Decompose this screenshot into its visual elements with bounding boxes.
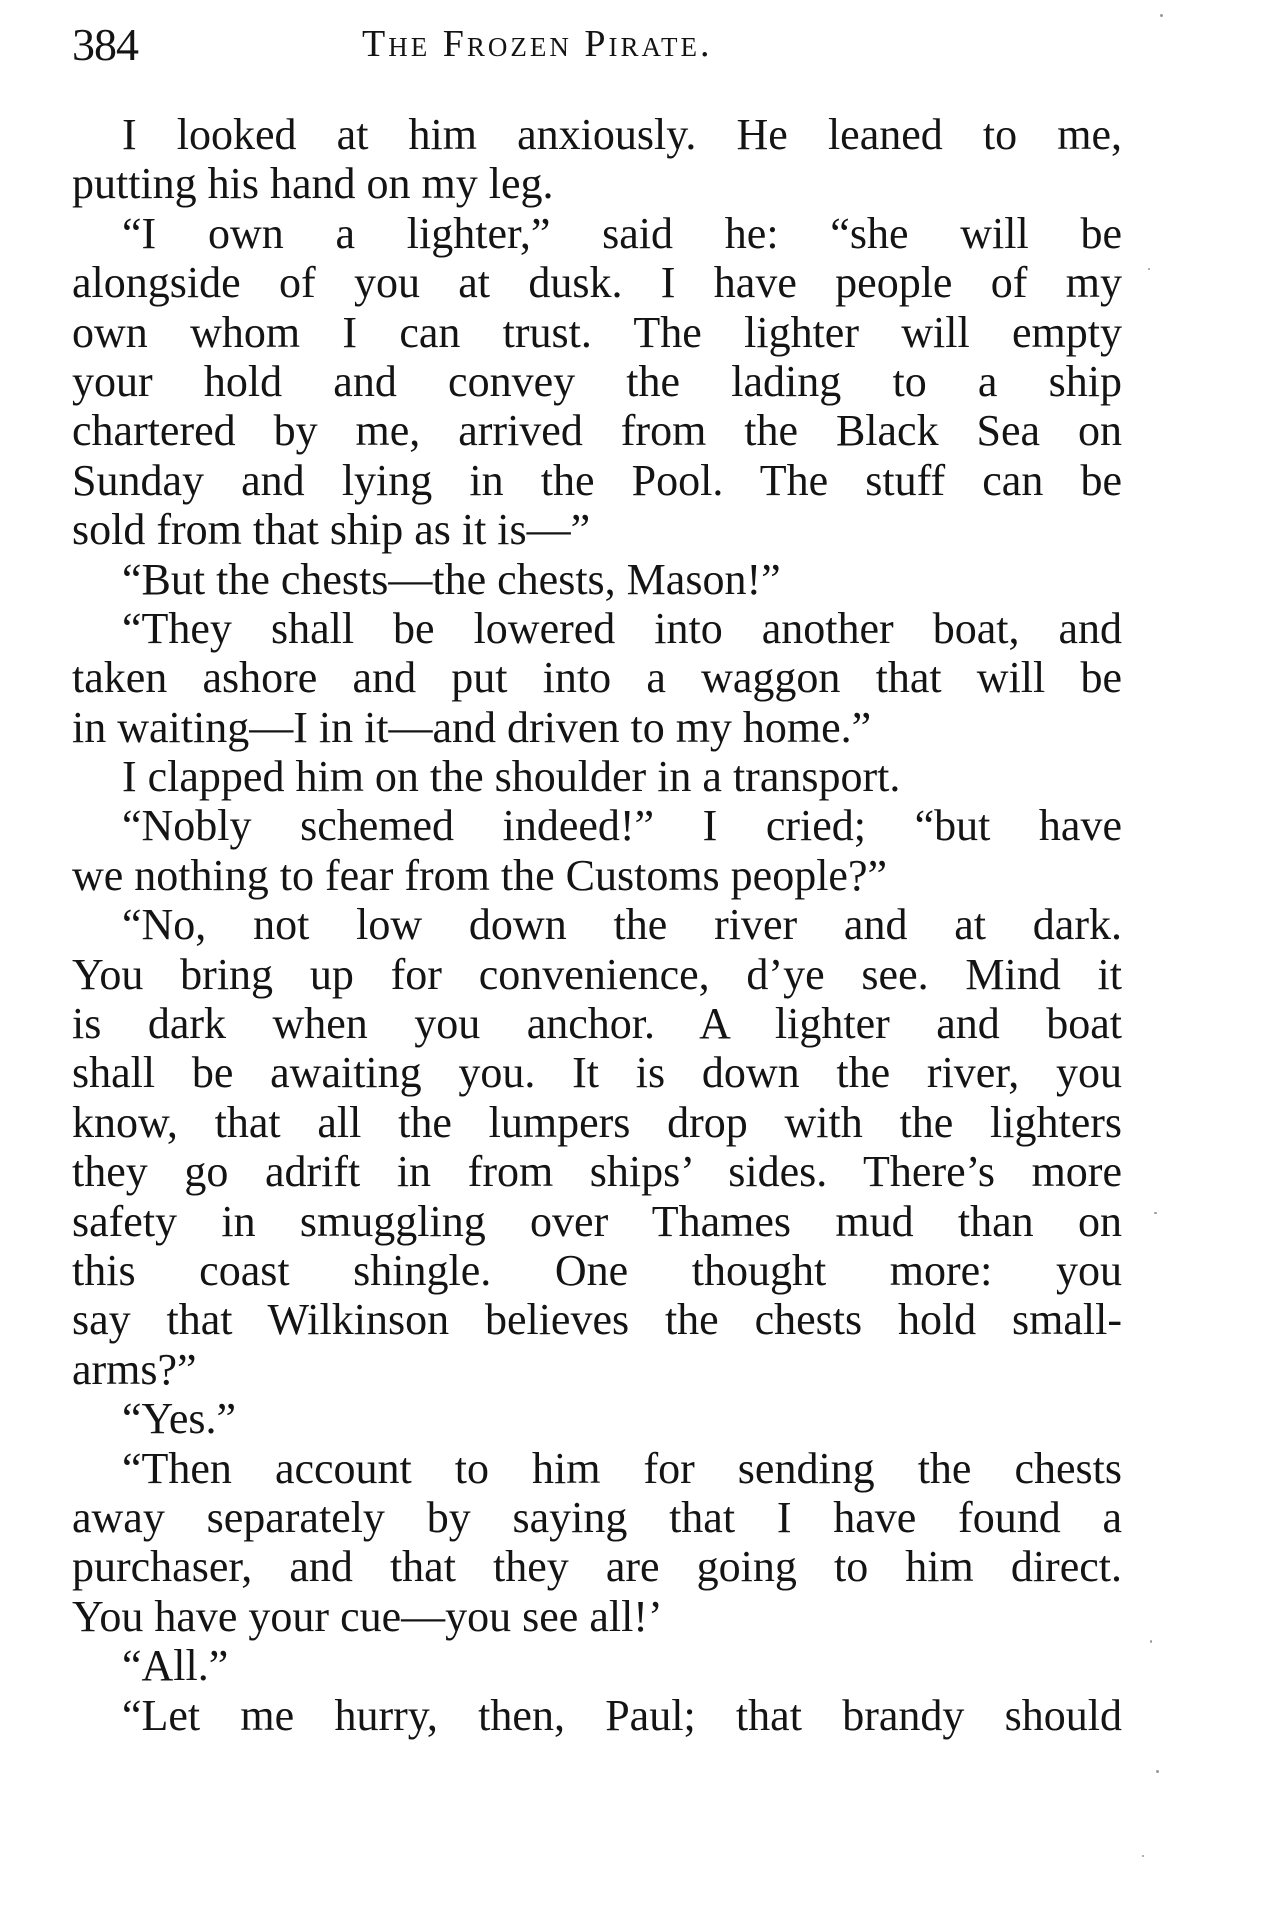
text-line: shall be awaiting you. It is down the river, you [72, 1048, 1122, 1098]
text-line: You bring up for convenience, d’ye see. Mind it [72, 949, 1122, 999]
text-line: “Then account to him for sending the chests [122, 1443, 1122, 1493]
body-text [72, 110, 1122, 1740]
scan-speck [1154, 1212, 1157, 1214]
scan-speck [1150, 1640, 1152, 1643]
text-line: we nothing to fear from the Customs people?” [72, 850, 888, 900]
text-line: “They shall be lowered into another boat, and [122, 603, 1122, 653]
scan-speck [1156, 1770, 1159, 1773]
text-line: taken ashore and put into a waggon that will be [72, 653, 1122, 703]
scan-speck [1142, 1855, 1144, 1857]
text-line: I looked at him anxiously. He leaned to me, [122, 110, 1122, 159]
scan-speck [1148, 268, 1150, 270]
book-title: The Frozen Pirate. [362, 23, 713, 65]
text-line: You have your cue—you see all!’ [72, 1591, 663, 1641]
text-line: Sunday and lying in the Pool. The stuff can be [72, 455, 1122, 505]
text-line: away separately by saying that I have found a [72, 1492, 1122, 1542]
text-line: “Nobly schemed indeed!” I cried; “but have [122, 801, 1122, 851]
text-line: own whom I can trust. The lighter will empty [72, 307, 1122, 357]
text-line: “But the chests—the chests, Mason!” [122, 554, 781, 604]
text-line: purchaser, and that they are going to him direct. [72, 1542, 1122, 1592]
text-line: alongside of you at dusk. I have people of my [72, 258, 1122, 308]
running-head [72, 18, 1122, 78]
text-line: I clapped him on the shoulder in a transport. [122, 752, 901, 802]
text-line: know, that all the lumpers drop with the lighters [72, 1097, 1122, 1147]
text-line: chartered by me, arrived from the Black Sea on [72, 406, 1122, 456]
scan-speck [1160, 14, 1163, 17]
text-line: “Yes.” [122, 1394, 237, 1444]
text-line: safety in smuggling over Thames mud than on [72, 1196, 1122, 1246]
text-line: sold from that ship as it is—” [72, 505, 591, 555]
text-line: “All.” [122, 1641, 229, 1691]
text-line: say that Wilkinson believes the chests hold small- [72, 1295, 1122, 1345]
text-line: “I own a lighter,” said he: “she will be [122, 208, 1122, 258]
text-line: putting his hand on my leg. [72, 159, 554, 209]
text-line: this coast shingle. One thought more: you [72, 1245, 1122, 1295]
text-line: “No, not low down the river and at dark. [122, 900, 1122, 950]
text-line: arms?” [72, 1344, 197, 1394]
text-line: they go adrift in from ships’ sides. There’s more [72, 1147, 1122, 1197]
text-line: in waiting—I in it—and driven to my home.” [72, 702, 872, 752]
text-line: “Let me hurry, then, Paul; that brandy should [122, 1690, 1122, 1740]
text-line: your hold and convey the lading to a ship [72, 356, 1122, 406]
page-number: 384 [72, 19, 138, 70]
text-line: is dark when you anchor. A lighter and boat [72, 999, 1122, 1049]
